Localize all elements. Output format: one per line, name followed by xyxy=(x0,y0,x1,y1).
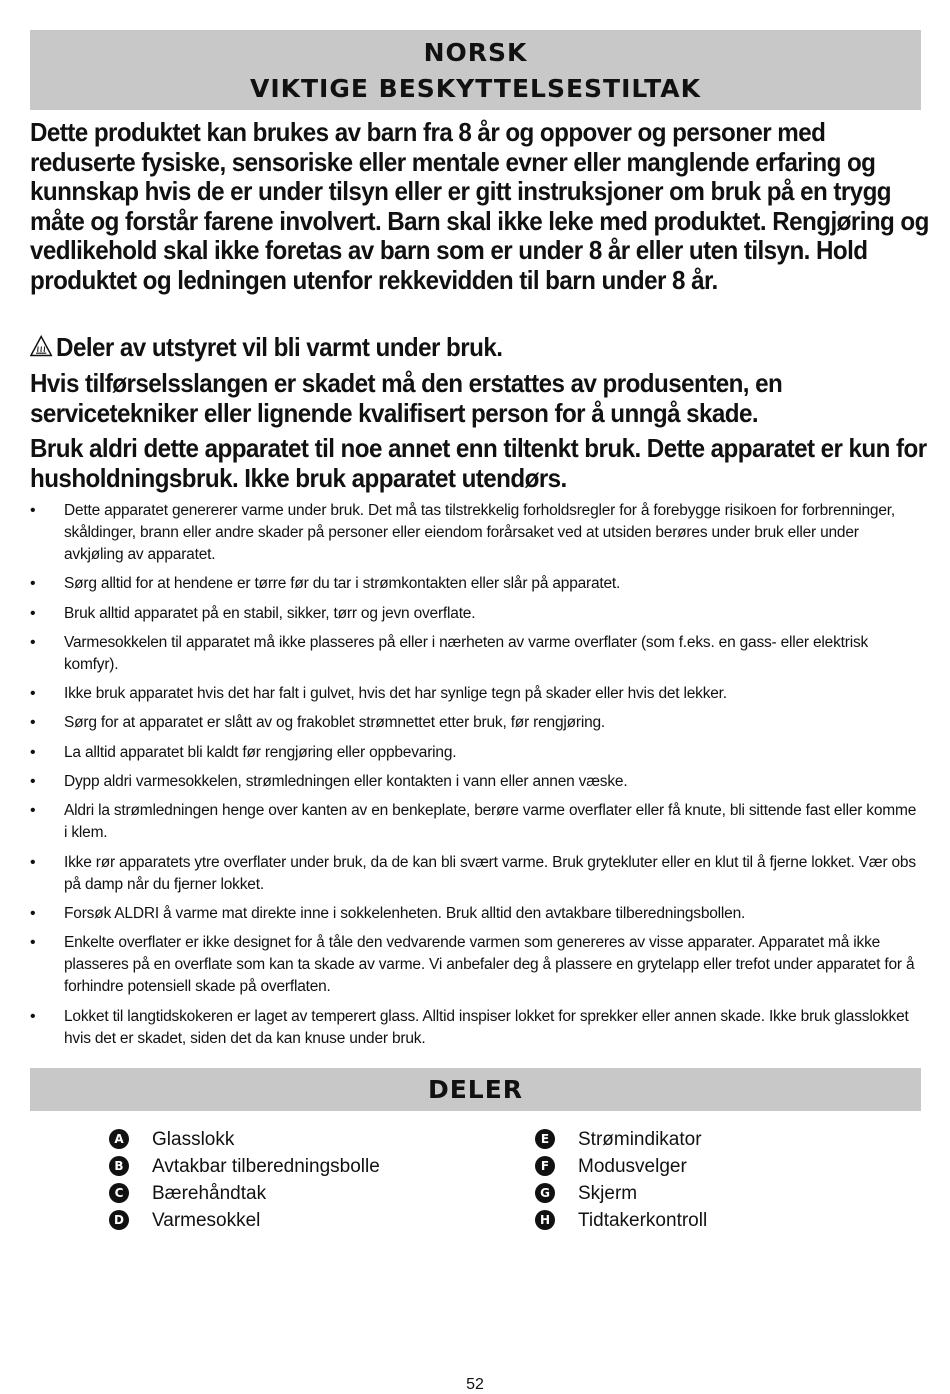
part-item: F Modusvelger xyxy=(535,1153,935,1180)
parts-title: DELER xyxy=(427,1075,524,1104)
part-letter-badge: C xyxy=(109,1183,129,1203)
bullet-icon: • xyxy=(30,853,36,871)
header-band xyxy=(30,30,921,110)
part-item: C Bærehåndtak xyxy=(109,1180,509,1207)
intro-paragraph-intended-use: Bruk aldri dette apparatet til noe annet enn tiltenkt bruk. Dette apparatet er kun for husholdningsbruk. Ikke bruk apparatet utendørs. xyxy=(30,433,927,493)
list-item: • Sørg for at apparatet er slått av og frakoblet strømnettet etter bruk, før rengjøring. xyxy=(30,712,920,734)
list-item: • Forsøk ALDRI å varme mat direkte inne i sokkelenheten. Bruk alltid den avtakbare tilberedningsbollen. xyxy=(30,903,920,925)
safety-bullet-list xyxy=(30,500,920,1057)
bullet-icon: • xyxy=(30,633,36,651)
part-item: B Avtakbar tilberedningsbolle xyxy=(109,1153,509,1180)
part-letter-badge: F xyxy=(535,1156,555,1176)
bullet-icon: • xyxy=(30,802,36,820)
language-heading: NORSK xyxy=(423,38,528,67)
section-title: VIKTIGE BESKYTTELSESTILTAK xyxy=(249,74,702,103)
bullet-icon: • xyxy=(30,1007,36,1025)
part-item: H Tidtakerkontroll xyxy=(535,1207,935,1234)
part-letter-badge: D xyxy=(109,1210,129,1230)
list-item: • Ikke rør apparatets ytre overflater under bruk, da de kan bli svært varme. Bruk grytekluter eller en klut til å fjerne lokket. Vær obs på damp når du fjerner lokket. xyxy=(30,853,916,893)
intro-paragraph-children: Dette produktet kan brukes av barn fra 8 år og oppover og personer med reduserte fysiske, sensoriske eller mentale evner eller manglende erfaring og kunnskap hvis de er under tilsyn eller er gitt instruksjoner om bruk på en trygg måte og forstår farene involvert. Barn skal ikke leke med produktet. Rengjøring og vedlikehold skal ikke foretas av barn som er under 8 år eller uten tilsyn. Hold produktet og ledningen utenfor rekkevidden til barn under 8 år. xyxy=(30,117,929,295)
parts-header-band xyxy=(30,1068,921,1111)
bullet-icon: • xyxy=(30,714,36,732)
bullet-icon: • xyxy=(30,904,36,922)
list-item: • Bruk alltid apparatet på en stabil, sikker, tørr og jevn overflate. xyxy=(30,603,920,625)
list-item: • Aldri la strømledningen henge over kanten av en benkeplate, berøre varme overflater eller få knute, bli sittende fast eller komme i klem. xyxy=(30,802,917,842)
bullet-icon: • xyxy=(30,934,36,952)
part-letter-badge: E xyxy=(535,1129,555,1149)
part-letter-badge: H xyxy=(535,1210,555,1230)
bullet-icon: • xyxy=(30,502,36,519)
parts-list-right xyxy=(535,1126,935,1234)
intro-paragraph-supply-hose: Hvis tilførselsslangen er skadet må den erstattes av produsenten, en servicetekniker eller lignende kvalifisert person for å unngå skade. xyxy=(30,368,783,428)
part-letter-badge: A xyxy=(109,1129,129,1149)
part-item: A Glasslokk xyxy=(109,1126,509,1153)
parts-list-left xyxy=(109,1126,509,1234)
bullet-icon: • xyxy=(30,743,36,761)
page-number: 52 xyxy=(466,1376,484,1393)
bullet-icon: • xyxy=(30,685,36,703)
hot-surface-warning xyxy=(30,333,930,363)
hot-warning-text: Deler av utstyret vil bli varmt under bruk. xyxy=(56,332,503,362)
list-item: • Ikke bruk apparatet hvis det har falt i gulvet, hvis det har synlige tegn på skader eller hvis det lekker. xyxy=(30,683,920,705)
bullet-icon: • xyxy=(30,604,36,622)
bullet-icon: • xyxy=(30,575,36,593)
part-item: E Strømindikator xyxy=(535,1126,935,1153)
part-item: G Skjerm xyxy=(535,1180,935,1207)
hot-surface-warning-icon xyxy=(30,335,52,357)
list-item: • Varmesokkelen til apparatet må ikke plasseres på eller i nærheten av varme overflater (som f.eks. en gass- eller elektrisk komfyr). xyxy=(30,633,869,673)
list-item: • Dypp aldri varmesokkelen, strømledningen eller kontakten i vann eller annen væske. xyxy=(30,771,920,793)
part-item: D Varmesokkel xyxy=(109,1207,509,1234)
bullet-icon: • xyxy=(30,773,36,791)
list-item: • Enkelte overflater er ikke designet for å tåle den vedvarende varmen som genereres av visse apparater. Apparatet må ikke plasseres på en overflate som kan ta skade av varme. Vi anbefaler deg å plassere en grytelapp eller trefot under apparatet for å forhindre potensiell skade på overflaten. xyxy=(30,934,915,996)
list-item: • Lokket til langtidskokeren er laget av temperert glass. Alltid inspiser lokket for sprekker eller annen skade. Ikke bruk glasslokket hvis det er skadet, siden det da kan knuse under bruk. xyxy=(30,1007,909,1047)
part-letter-badge: G xyxy=(535,1183,555,1203)
list-item: • Sørg alltid for at hendene er tørre før du tar i strømkontakten eller slår på apparatet. xyxy=(30,573,920,595)
list-item: • La alltid apparatet bli kaldt før rengjøring eller oppbevaring. xyxy=(30,742,920,764)
list-item: • Dette apparatet genererer varme under bruk. Det må tas tilstrekkelig forholdsregler for å forebygge risikoen for forbrenninger, skåldinger, brann eller andre skader på personer eller eiendom forårsaket ved at utsiden berøres under bruk eller under avkjøling av apparatet. xyxy=(30,502,895,563)
part-letter-badge: B xyxy=(109,1156,129,1176)
